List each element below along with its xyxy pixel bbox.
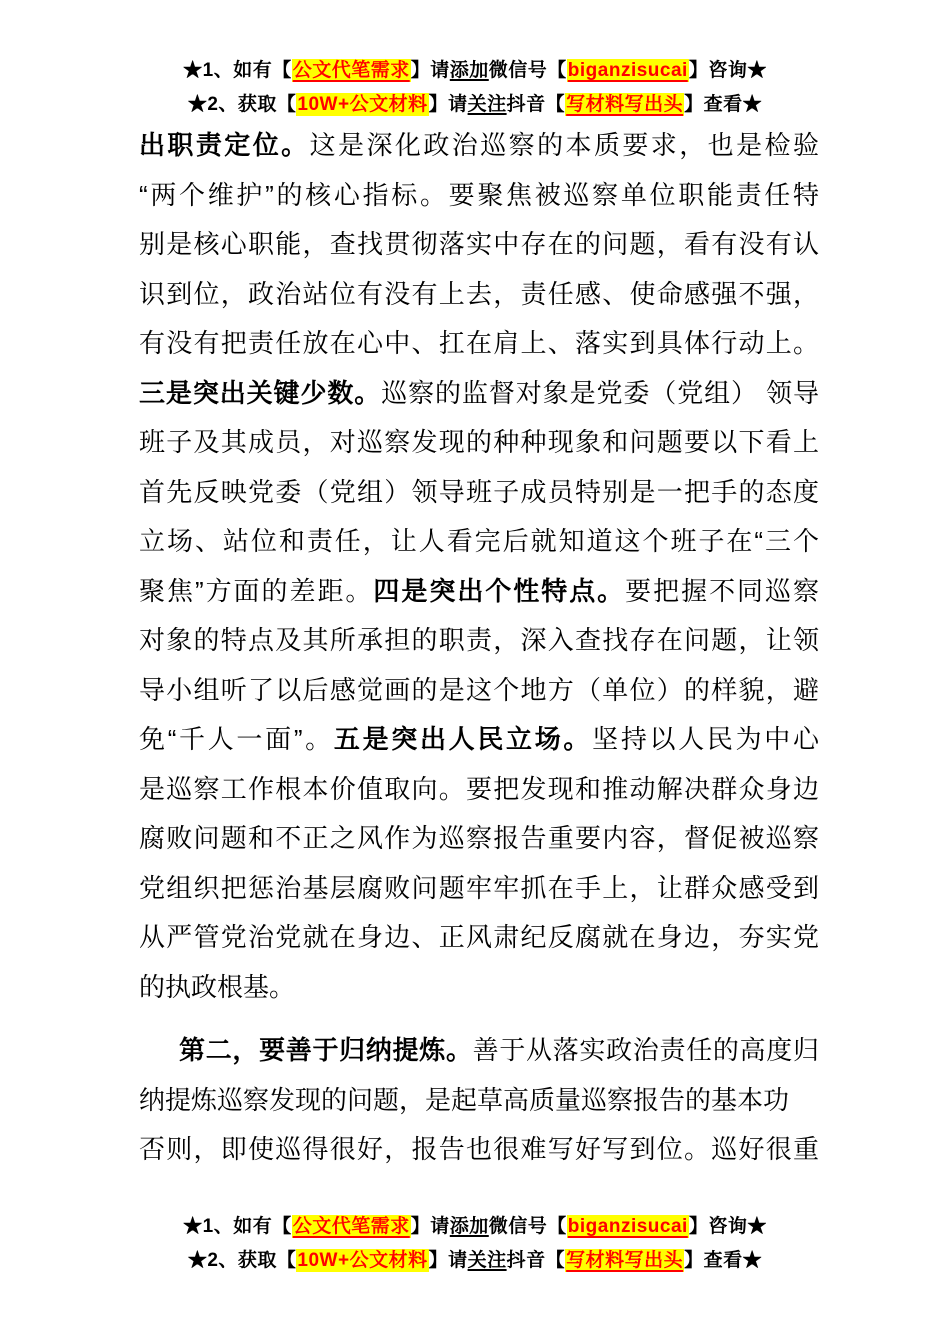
text-line bbox=[139, 369, 819, 419]
text-segment: 从严管党治党就在身边、正风肃纪反腐就在身边，夯实党 bbox=[139, 922, 819, 952]
text-segment: 聚焦”方面的差距。 bbox=[139, 575, 374, 606]
text-segment: 抖音【 bbox=[506, 94, 566, 115]
text-line bbox=[139, 270, 819, 320]
text-segment: 关注 bbox=[467, 1250, 507, 1271]
text-line bbox=[139, 171, 819, 221]
text-segment: “两个维护”的核心指标。要聚焦被巡察单位职能责任特 bbox=[139, 179, 819, 210]
text-segment: 有没有把责任放在心中、扛在肩上、落实到具体行动上。 bbox=[139, 328, 819, 358]
text-line bbox=[139, 319, 819, 369]
text-segment: 抖音【 bbox=[506, 1250, 566, 1271]
text-segment: 巡察的监督对象是党委（党组） 领导 bbox=[381, 377, 819, 408]
text-segment: 班子及其成员，对巡察发现的种种现象和问题要以下看上 bbox=[139, 427, 819, 457]
text-segment: 的执政根基。 bbox=[139, 971, 296, 1002]
text-segment: 纳提炼巡察发现的问题，是起草高质量巡察报告的基本功 bbox=[139, 1084, 790, 1115]
text-segment: 是巡察工作根本价值取向。要把发现和推动解决群众身边 bbox=[139, 773, 819, 804]
footer-notice bbox=[0, 1210, 950, 1278]
text-segment: 公文代笔需求 bbox=[292, 60, 410, 81]
text-segment: 】请 bbox=[410, 1216, 450, 1237]
text-line bbox=[139, 567, 819, 617]
text-line bbox=[139, 1076, 819, 1126]
text-segment: 微信号【 bbox=[488, 60, 567, 81]
text-line bbox=[139, 963, 819, 1013]
text-segment: 否则，即使巡得很好，报告也很难写好写到位。巡好很重 bbox=[139, 1134, 819, 1164]
text-line bbox=[139, 765, 819, 815]
text-segment: 】查看★ bbox=[684, 1250, 763, 1271]
text-segment: 】查看★ bbox=[684, 94, 763, 115]
text-segment: 要把握不同巡察 bbox=[625, 575, 819, 606]
text-segment: 识到位，政治站位有没有上去，责任感、使命感强不强， bbox=[139, 278, 819, 309]
text-segment: 关注 bbox=[467, 94, 507, 115]
text-line bbox=[139, 418, 819, 468]
text-segment: 免“千人一面”。 bbox=[139, 724, 334, 754]
text-line bbox=[139, 913, 819, 963]
text-line bbox=[139, 468, 819, 518]
text-segment: 立场、站位和责任，让人看完后就知道这个班子在“三个 bbox=[139, 526, 819, 556]
text-segment: 三是突出关键少数。 bbox=[139, 377, 382, 408]
text-segment: 出职责定位。 bbox=[139, 130, 310, 160]
text-line bbox=[139, 1026, 819, 1076]
document-body bbox=[139, 121, 819, 1175]
text-line bbox=[139, 616, 819, 666]
text-segment: 微信号【 bbox=[488, 1216, 567, 1237]
text-line bbox=[139, 1125, 819, 1175]
text-line bbox=[139, 715, 819, 765]
text-segment: ★1、如有【 bbox=[183, 1216, 292, 1237]
text-segment: 】请 bbox=[428, 94, 468, 115]
text-segment: 写材料写出头 bbox=[566, 1250, 684, 1271]
text-segment: 第二，要善于归纳提炼。 bbox=[179, 1035, 473, 1065]
text-segment: 善于从落实政治责任的高度归 bbox=[472, 1035, 819, 1065]
text-segment: 首先反映党委（党组）领导班子成员特别是一把手的态度 bbox=[139, 476, 819, 507]
text-segment: 五是突出人民立场。 bbox=[333, 724, 593, 754]
text-line bbox=[139, 220, 819, 270]
text-segment: 写材料写出头 bbox=[566, 94, 684, 115]
text-segment: 四是突出个性特点。 bbox=[373, 575, 626, 606]
paragraph bbox=[139, 121, 819, 1012]
text-line bbox=[139, 864, 819, 914]
text-segment: 党组织把惩治基层腐败问题牢牢抓在手上，让群众感受到 bbox=[139, 872, 819, 903]
notice-line bbox=[0, 88, 950, 122]
text-line bbox=[139, 666, 819, 716]
text-segment: 】请 bbox=[410, 60, 450, 81]
text-segment: 导小组听了以后感觉画的是这个地方（单位）的样貌，避 bbox=[139, 674, 819, 705]
text-segment: biganzisucai bbox=[567, 1216, 688, 1237]
text-segment: biganzisucai bbox=[567, 60, 688, 81]
text-segment: ★1、如有【 bbox=[183, 60, 292, 81]
text-segment: ★2、获取【 bbox=[187, 1250, 297, 1271]
notice-line bbox=[0, 1210, 950, 1244]
text-segment: 】咨询★ bbox=[688, 60, 767, 81]
text-line bbox=[139, 517, 819, 567]
notice-line bbox=[0, 1244, 950, 1278]
text-segment: 10W+公文材料 bbox=[297, 1250, 428, 1271]
text-segment: 添加 bbox=[449, 1216, 489, 1237]
text-segment: 公文代笔需求 bbox=[292, 1216, 410, 1237]
paragraph bbox=[139, 1026, 819, 1175]
text-segment: 别是核心职能，查找贯彻落实中存在的问题，看有没有认 bbox=[139, 229, 819, 259]
text-line bbox=[139, 121, 819, 171]
notice-line bbox=[0, 54, 950, 88]
text-segment: 腐败问题和不正之风作为巡察报告重要内容，督促被巡察 bbox=[139, 823, 819, 853]
text-segment: ★2、获取【 bbox=[187, 94, 297, 115]
text-segment: 添加 bbox=[449, 60, 489, 81]
text-segment: 这是深化政治巡察的本质要求，也是检验 bbox=[309, 130, 819, 160]
text-segment: 】咨询★ bbox=[688, 1216, 767, 1237]
text-segment: 】请 bbox=[428, 1250, 468, 1271]
text-segment: 10W+公文材料 bbox=[297, 94, 428, 115]
text-segment: 坚持以人民为中心 bbox=[592, 724, 819, 754]
header-notice bbox=[0, 54, 950, 122]
text-segment: 对象的特点及其所承担的职责，深入查找存在问题，让领 bbox=[139, 625, 819, 655]
text-line bbox=[139, 814, 819, 864]
